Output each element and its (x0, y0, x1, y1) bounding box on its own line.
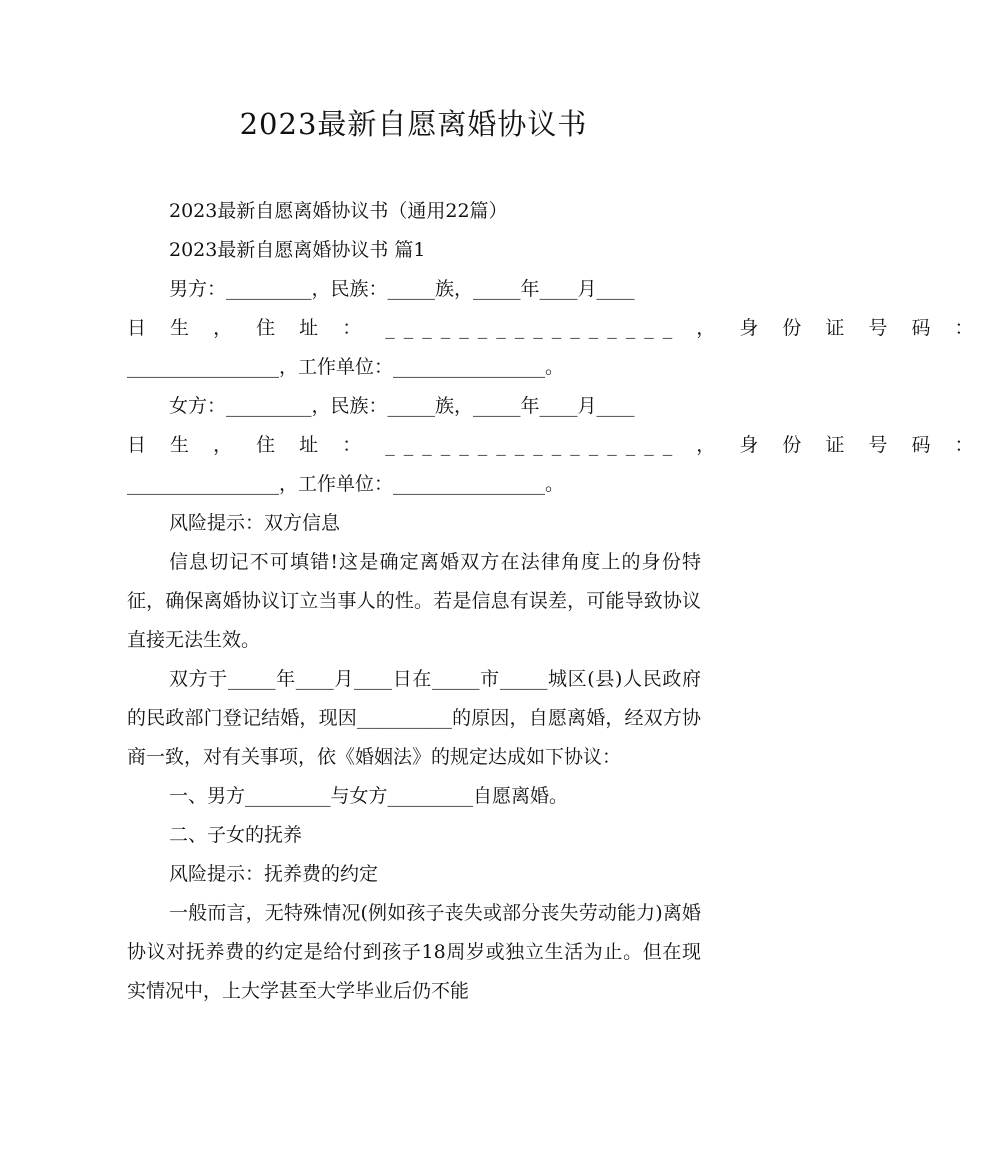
female-info-line-1: 女方：_________，民族：_____族，_____年____月____ (169, 395, 635, 417)
male-info-line-2: 日 生 ， 住 址 ： ________________ ， 身 份 证 号 码 ： (127, 317, 983, 339)
male-info-line-3: ________________，工作单位：________________。 (127, 356, 565, 378)
paragraph-marriage-registration: 双方于_____年____月____日在_____市_____城区(县)人民政府的民政部门登记结婚，现因__________的原因，自愿离婚，经双方协商一致，对有关事项，依《婚姻法》的规定达成如下协议： (127, 668, 701, 768)
female-info-line-3: ________________，工作单位：________________。 (127, 473, 565, 495)
risk-tip-support-fee: 风险提示：抚养费的约定 (169, 863, 379, 885)
paragraph-support-fee: 一般而言，无特殊情况(例如孩子丧失或部分丧失劳动能力)离婚协议对抚养费的约定是给付到孩子18周岁或独立生活为止。但在现实情况中，上大学甚至大学毕业后仍不能 (127, 902, 701, 1002)
document-title: 2023最新自愿离婚协议书 (239, 107, 588, 141)
paragraph-info-accuracy: 信息切记不可填错!这是确定离婚双方在法律角度上的身份特征，确保离婚协议订立当事人的性。若是信息有误差，可能导致协议直接无法生效。 (127, 551, 701, 651)
female-info-line-2: 日 生 ， 住 址 ： ________________ ， 身 份 证 号 码 ： (127, 434, 983, 456)
clause-2-child-support: 二、子女的抚养 (169, 824, 303, 846)
male-info-line-1: 男方：_________，民族：_____族，_____年____月____ (169, 278, 635, 300)
document-subtitle: 2023最新自愿离婚协议书（通用22篇） (169, 200, 508, 222)
document-body (127, 192, 983, 1011)
section-heading: 2023最新自愿离婚协议书 篇1 (169, 239, 426, 261)
risk-tip-party-info: 风险提示：双方信息 (169, 512, 341, 534)
clause-1-divorce: 一、男方_________与女方_________自愿离婚。 (169, 785, 569, 807)
